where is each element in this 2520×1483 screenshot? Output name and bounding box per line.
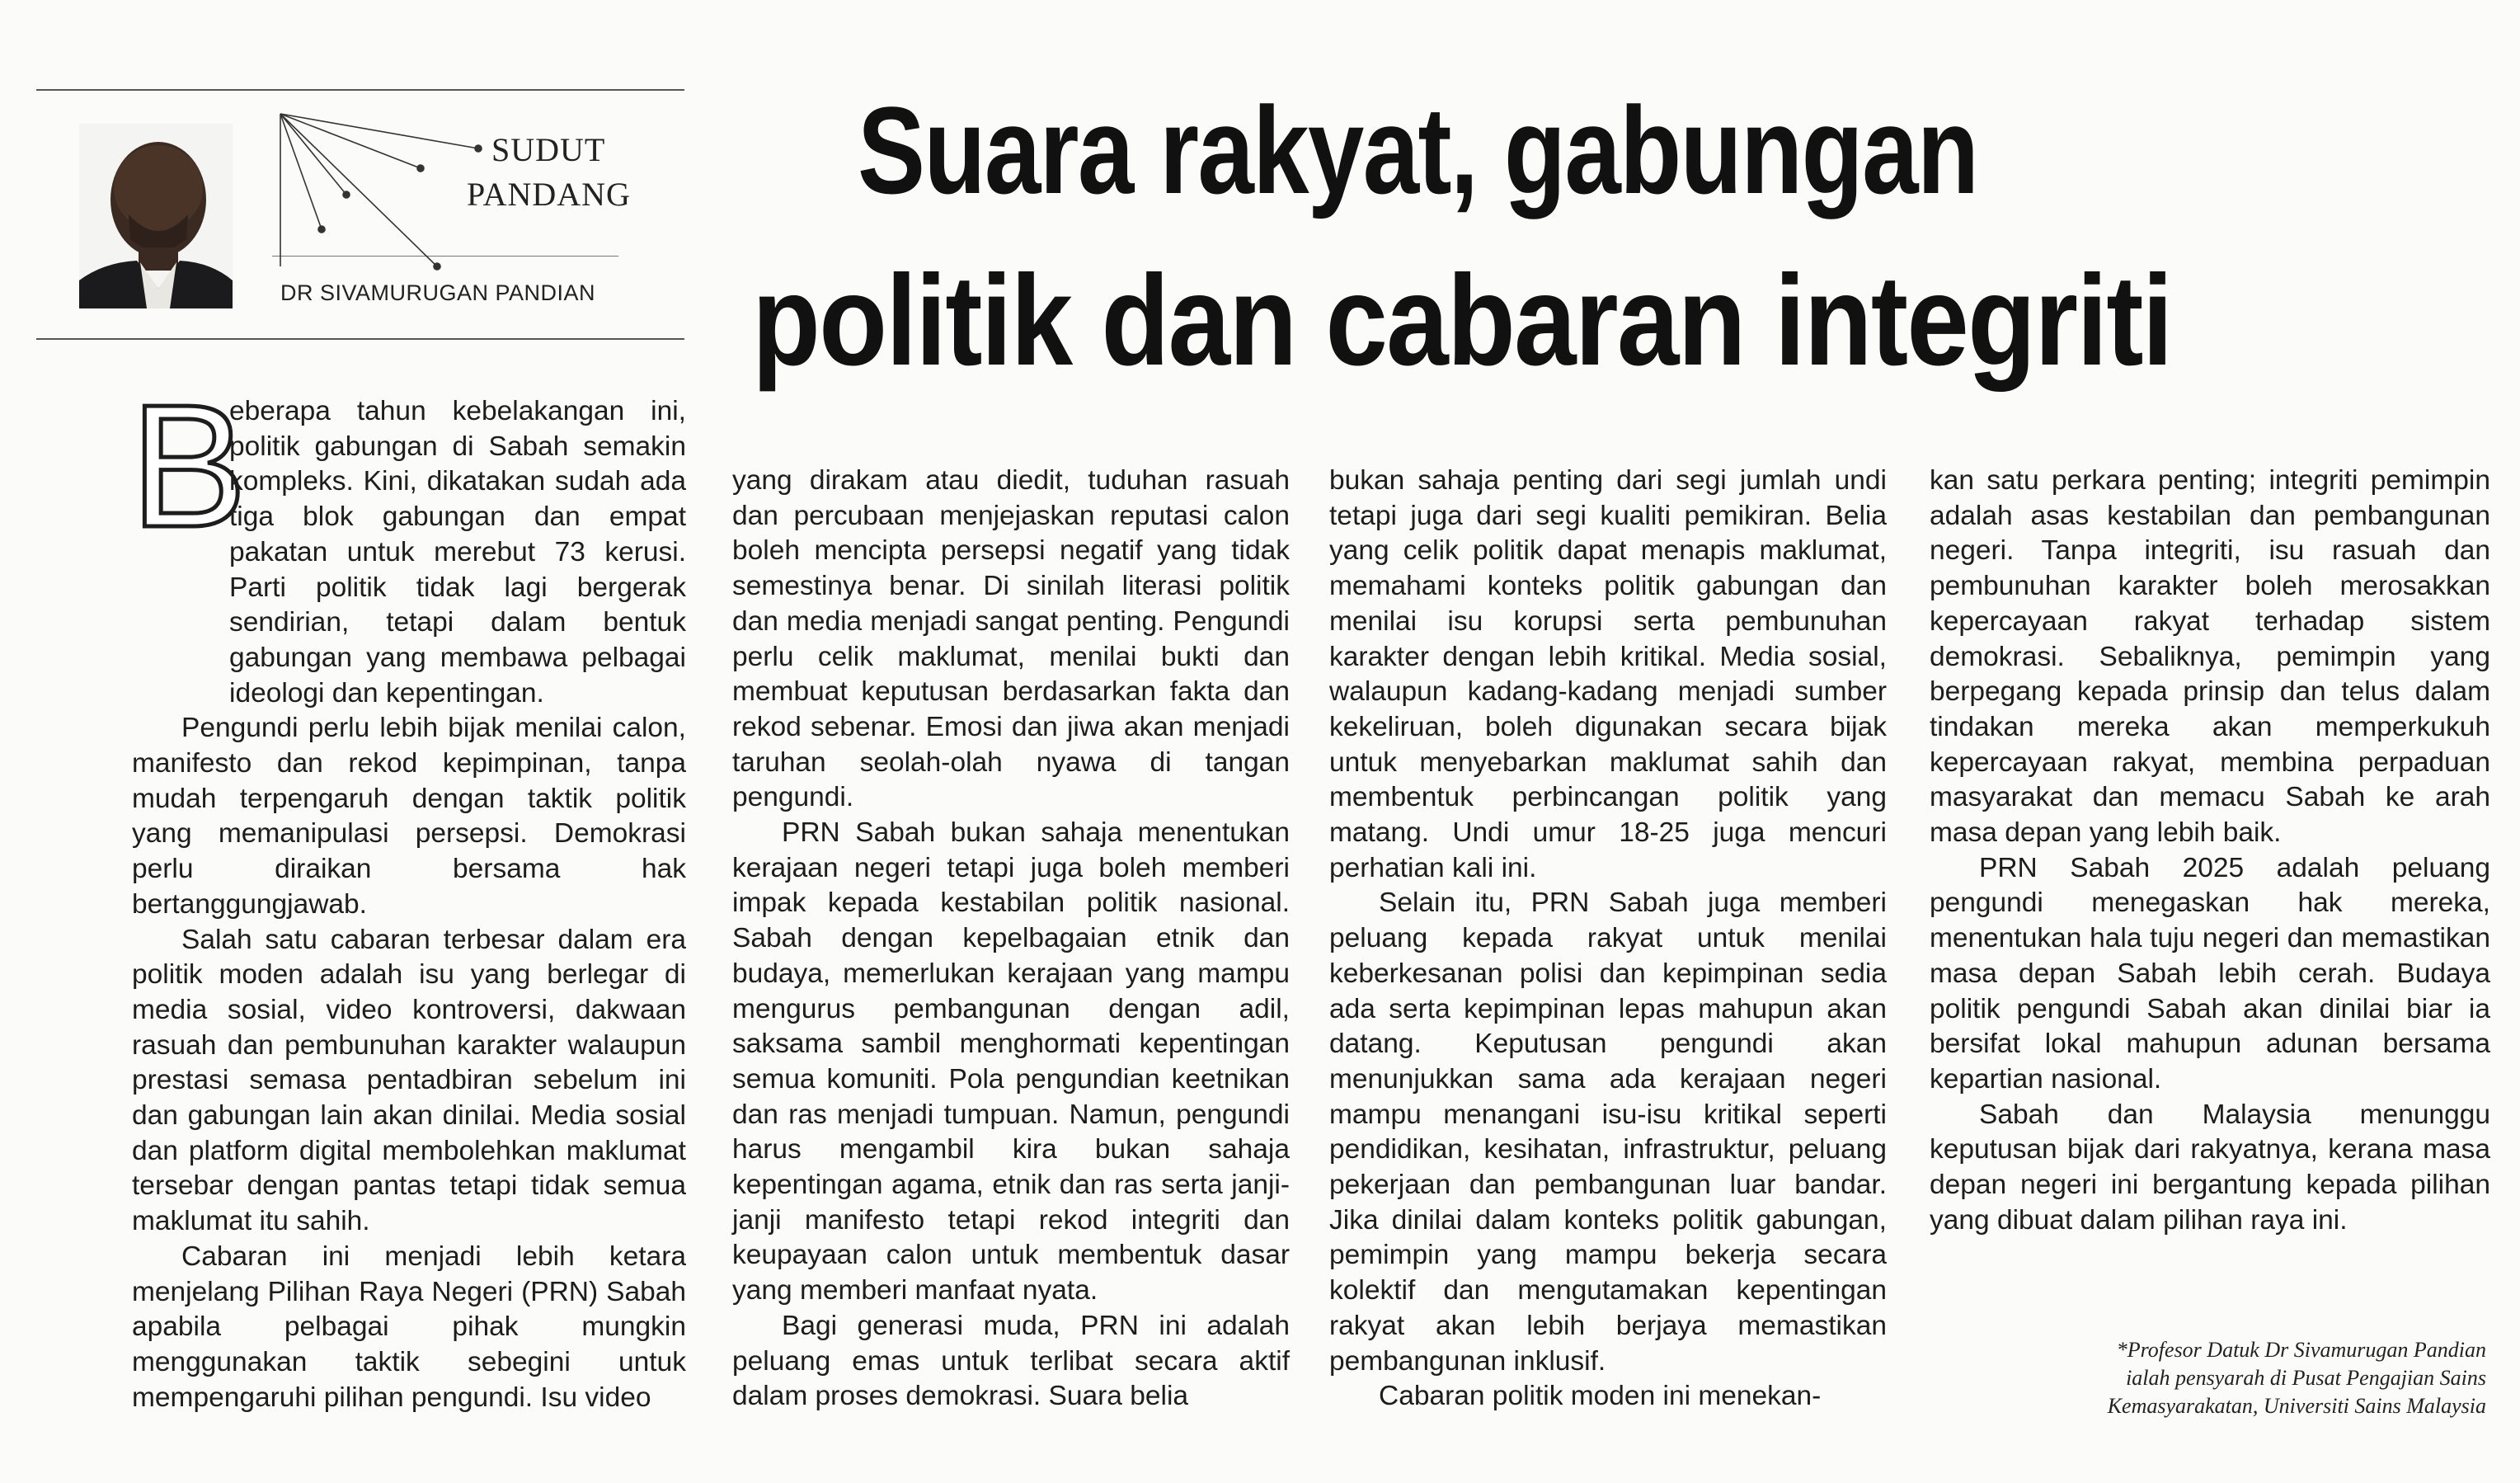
- article-paragraph: Cabaran politik moden ini menekan-: [1379, 1381, 1822, 1412]
- column-label-line1: SUDUT: [491, 131, 606, 168]
- article-paragraph: Cabaran ini menjadi lebih ketara menjelang Pilihan Raya Negeri (PRN) Sabah apabila pelbagai pihak mungkin menggunakan taktik sebegini untuk mempengaruhi pilihan pengundi. Isu video: [132, 1241, 686, 1413]
- drop-cap-letter: B: [130, 368, 247, 563]
- author-bio-line: ialah pensyarah di Pusat Pengajian Sains: [2126, 1366, 2486, 1390]
- author-photo: [79, 124, 233, 308]
- article-paragraph: Salah satu cabaran terbesar dalam era politik moden adalah isu yang berlegar di media sosial, video kontroversi, dakwaan rasuah dan pembunuhan karakter walaupun prestasi semasa pentadbiran sebelum ini dan gabungan lain akan dinilai. Media sosial dan platform digital membolehkan maklumat tersebar dengan pantas tetapi tidak semua maklumat itu sahih.: [132, 924, 686, 1237]
- header-bottom-rule: [36, 338, 684, 340]
- author-bio-line: *Profesor Datuk Dr Sivamurugan Pandian: [2116, 1338, 2486, 1362]
- article-paragraph: kan satu perkara penting; integriti pemimpin adalah asas kestabilan dan pembangunan negeri. Tanpa integriti, isu rasuah dan pembunuhan karakter boleh merosakkan kepercayaan rakyat terhadap sistem demokrasi. Sebaliknya, pemimpin yang berpegang kepada prinsip dan telus dalam tindakan mereka akan memperkukuh kepercayaan rakyat, membina perpaduan masyarakat dan memacu Sabah ke arah masa depan yang lebih baik.: [1930, 465, 2490, 849]
- article-paragraph: Pengundi perlu lebih bijak menilai calon, manifesto dan rekod kepimpinan, tanpa mudah terpengaruh dengan taktik politik yang memanipulasi persepsi. Demokrasi perlu diraikan bersama hak bertanggungjawab.: [132, 713, 686, 920]
- column-label-line2: PANDANG: [467, 176, 631, 213]
- headline-line1: Suara rakyat, gabungan: [858, 81, 1978, 219]
- paragraph-text: eberapa tahun kebelakangan ini, politik gabungan di Sabah semakin kompleks. Kini, dikatakan sudah ada tiga blok gabungan dan empat pakatan untuk merebut 73 kerusi. Parti politik tidak lagi bergerak sendirian, tetapi dalam bentuk gabungan yang membawa pelbagai ideologi dan kepentingan.: [229, 396, 686, 709]
- article-column-2: [732, 464, 1290, 1415]
- author-byline: DR SIVAMURUGAN PANDIAN: [280, 280, 596, 305]
- article-paragraph: [132, 394, 686, 711]
- author-bio: [1930, 1336, 2486, 1420]
- article-paragraph: Selain itu, PRN Sabah juga memberi peluang kepada rakyat untuk menilai keberkesanan polisi dan kepimpinan sedia ada serta kepimpinan lepas mahupun akan datang. Keputusan pengundi akan menunjukkan sama ada kerajaan negeri mampu menangani isu-isu kritikal seperti pendidikan, kesihatan, infrastruktur, peluang pekerjaan dan pembangunan luar bandar. Jika dinilai dalam konteks politik gabungan, pemimpin yang mampu bekerja secara kolektif dan mengutamakan kepentingan rakyat akan lebih berjaya memastikan pembangunan inklusif.: [1329, 887, 1887, 1377]
- headline-line2: politik dan cabaran integriti: [752, 249, 2172, 393]
- author-bio-line: Kemasyarakatan, Universiti Sains Malaysia: [2107, 1394, 2486, 1418]
- article-paragraph: yang dirakam atau diedit, tuduhan rasuah dan percubaan menjejaskan reputasi calon boleh mencipta persepsi negatif yang tidak semestinya benar. Di sinilah literasi politik dan media menjadi sangat penting. Pengundi perlu celik maklumat, menilai bukti dan membuat keputusan berdasarkan fakta dan rekod sebenar. Emosi dan jiwa akan menjadi taruhan seolah-olah nyawa di tangan pengundi.: [732, 465, 1290, 813]
- article-column-4: [1930, 464, 2490, 1238]
- article-paragraph: bukan sahaja penting dari segi jumlah undi tetapi juga dari segi kualiti pemikiran. Belia yang celik politik dapat menapis maklumat, memahami konteks politik gabungan dan menilai isu korupsi serta pembunuhan karakter dengan lebih kritikal. Media sosial, walaupun kadang-kadang menjadi sumber kekeliruan, boleh digunakan secara bijak untuk menyebarkan maklumat sahih dan membentuk perbincangan politik yang matang. Undi umur 18-25 juga mencuri perhatian kali ini.: [1329, 465, 1887, 883]
- article-paragraph: PRN Sabah bukan sahaja menentukan kerajaan negeri tetapi juga boleh memberi impak kepada kestabilan politik nasional. Sabah dengan kepelbagaian etnik dan budaya, memerlukan kerajaan yang mampu mengurus pembangunan dengan adil, saksama sambil menghormati kepentingan semua komuniti. Pola pengundian keetnikan dan ras menjadi tumpuan. Namun, pengundi harus mengambil kira bukan sahaja kepentingan agama, etnik dan ras serta janji-janji manifesto tetapi rekod integriti dan keupayaan calon untuk membentuk dasar yang memberi manfaat nyata.: [732, 817, 1290, 1306]
- article-column-3: [1329, 464, 1887, 1415]
- header-top-rule: [36, 89, 684, 91]
- article-paragraph: Sabah dan Malaysia menunggu keputusan bijak dari rakyatnya, kerana masa depan negeri ini bergantung kepada pilihan yang dibuat dalam pilihan raya ini.: [1930, 1099, 2490, 1236]
- article-paragraph: Bagi generasi muda, PRN ini adalah peluang emas untuk terlibat secara aktif dalam proses demokrasi. Suara belia: [732, 1310, 1290, 1412]
- article-column-1: [132, 394, 686, 1415]
- article-paragraph: PRN Sabah 2025 adalah peluang pengundi menegaskan hak mereka, menentukan hala tuju negeri dan memastikan masa depan Sabah lebih cerah. Budaya politik pengundi Sabah akan dinilai biar ia bersifat lokal mahupun adunan bersama kepartian nasional.: [1930, 852, 2490, 1095]
